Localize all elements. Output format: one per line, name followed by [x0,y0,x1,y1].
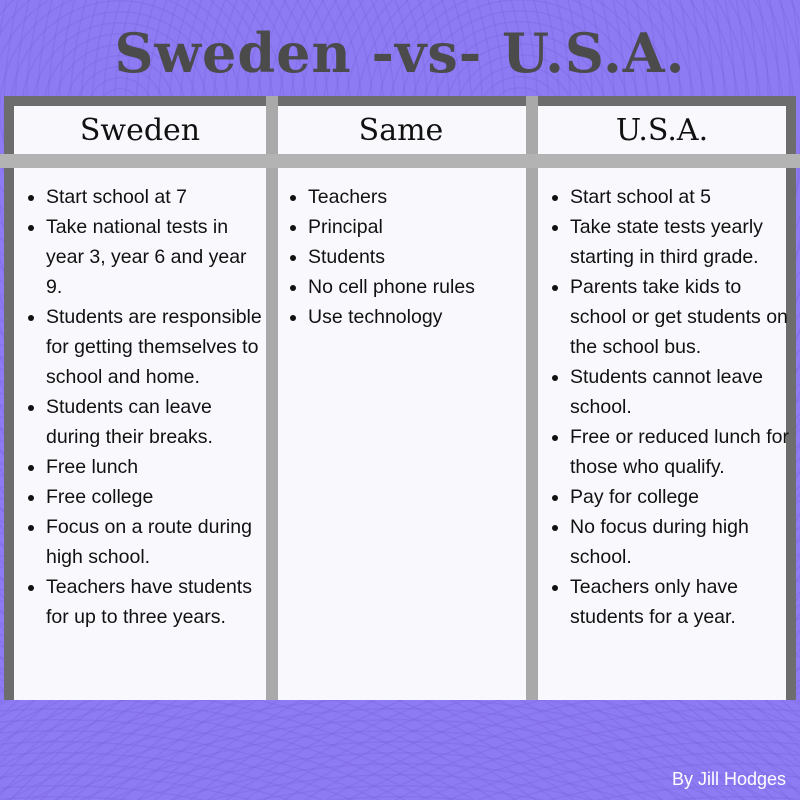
column-heading-usa: U.S.A. [615,113,709,148]
header-divider [0,154,800,168]
list-item: • Teachers only have students for a year. [570,572,790,632]
list-item: • Free or reduced lunch for those who qualify. [570,422,790,482]
list-item: • Use technology [308,302,528,332]
author-credit: By Jill Hodges [671,769,786,789]
list-item: • Teachers [308,182,528,212]
list-item: • Students can leave during their breaks. [46,392,268,452]
list-item: • Teachers have students for up to three years. [46,572,268,632]
list-item: • No cell phone rules [308,272,528,302]
list-item: • Students are responsible for getting themselves to school and home. [46,302,268,392]
comparison-table [4,96,796,700]
list-item: • No focus during high school. [570,512,790,572]
list-item: • Take state tests yearly starting in third grade. [570,212,790,272]
list-same [272,182,528,332]
list-item: • Students [308,242,528,272]
list-item: • Students cannot leave school. [570,362,790,422]
list-sweden [10,182,268,632]
list-item: • Take national tests in year 3, year 6 and year 9. [46,212,268,302]
column-heading-same: Same [358,113,444,148]
list-item: • Focus on a route during high school. [46,512,268,572]
list-usa [534,182,790,632]
list-item: • Start school at 7 [46,182,268,212]
list-item: • Pay for college [570,482,790,512]
list-item: • Parents take kids to school or get students on the school bus. [570,272,790,362]
list-item: • Start school at 5 [570,182,790,212]
list-item: • Principal [308,212,528,242]
list-item: • Free college [46,482,268,512]
list-item: • Free lunch [46,452,268,482]
page-title: Sweden -vs- U.S.A. [114,21,686,85]
column-heading-sweden: Sweden [79,113,201,148]
